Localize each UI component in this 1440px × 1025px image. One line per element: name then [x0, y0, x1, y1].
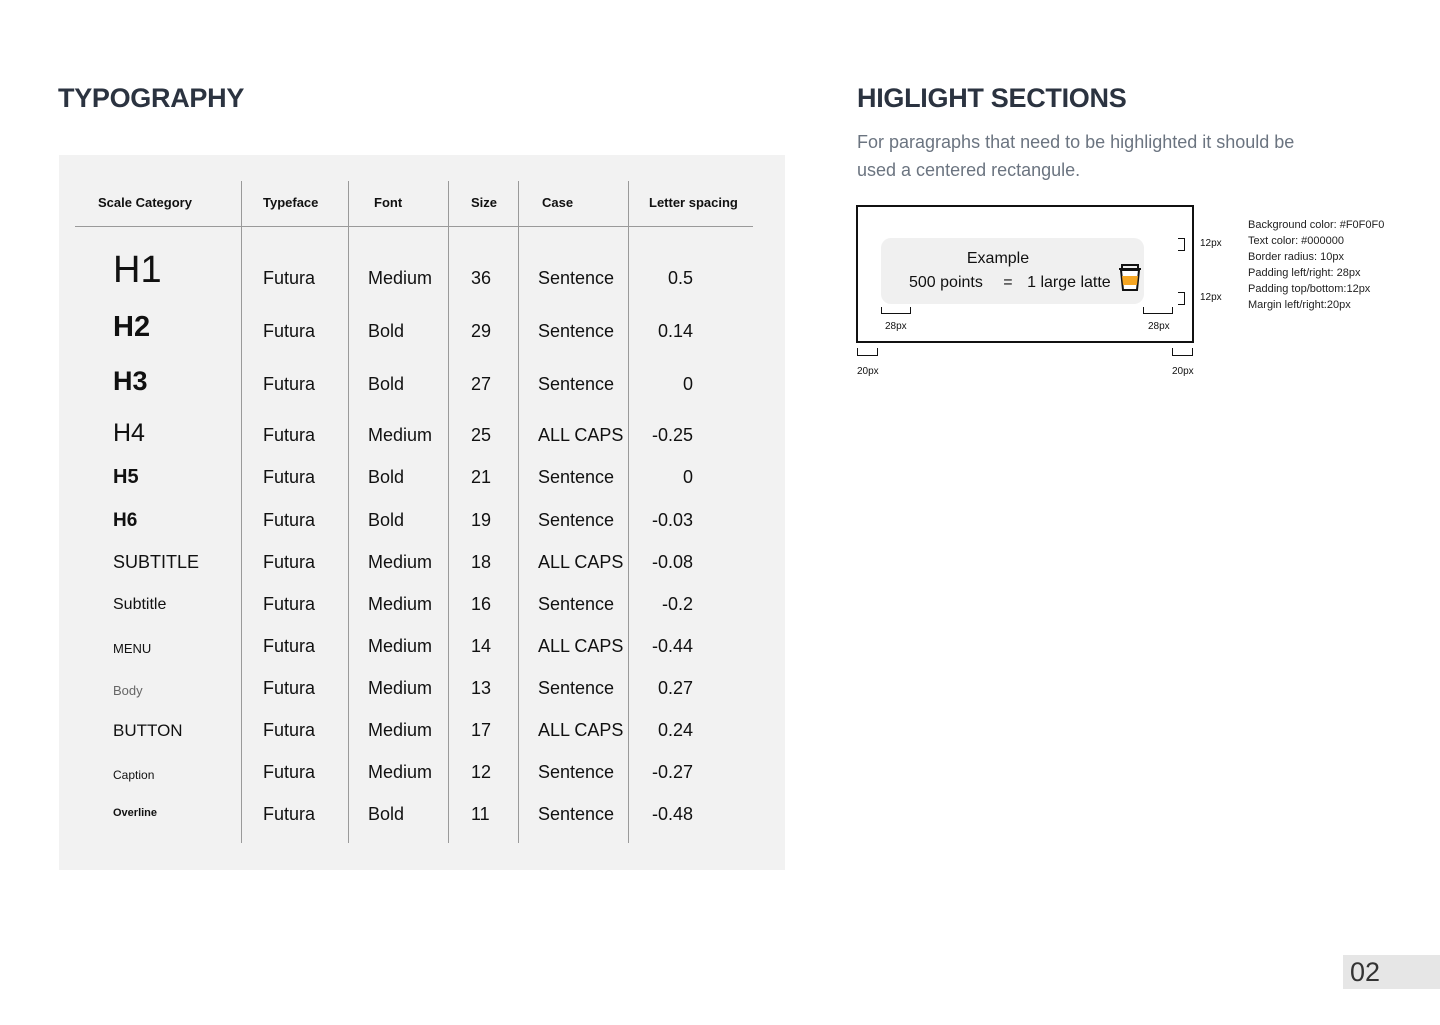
case-cell: ALL CAPS	[538, 720, 624, 740]
sample-menu: MENU	[113, 641, 152, 656]
sample-subtitle: Subtitle	[113, 596, 167, 613]
sample-h4: H4	[113, 419, 145, 447]
typeface-cell: Futura	[263, 762, 316, 782]
font-cell: Medium	[368, 762, 433, 782]
page-number: 02	[1343, 955, 1440, 989]
typeface-cell: Futura	[263, 510, 316, 530]
example-reward-line	[909, 274, 1117, 292]
table-row	[59, 456, 785, 490]
letter-spacing-cell: 0.24	[657, 720, 693, 740]
table-row	[59, 583, 785, 617]
letter-spacing-cell: 0.14	[657, 321, 693, 341]
letter-spacing-cell: -0.27	[651, 762, 693, 782]
size-cell: 18	[471, 552, 492, 572]
letter-spacing-cell: -0.2	[661, 594, 693, 614]
size-cell: 19	[471, 510, 492, 530]
case-cell: ALL CAPS	[538, 552, 624, 572]
font-cell: Bold	[368, 510, 405, 530]
typeface-cell: Futura	[263, 804, 316, 824]
letter-spacing-cell: -0.08	[651, 552, 693, 572]
padding-right-label: 28px	[1148, 321, 1170, 332]
sample-h2: H2	[113, 311, 151, 343]
table-row	[59, 793, 785, 827]
case-cell: ALL CAPS	[538, 636, 624, 656]
size-cell: 11	[471, 804, 490, 824]
sample-h5: H5	[113, 466, 139, 488]
size-cell: 25	[471, 425, 492, 445]
spec-border-radius: Border radius: 10px	[1248, 251, 1344, 263]
font-cell: Medium	[368, 425, 433, 445]
padding-top-bracket	[1178, 238, 1185, 251]
margin-left-bracket	[857, 348, 878, 356]
typeface-cell: Futura	[263, 552, 316, 572]
size-cell: 21	[471, 467, 492, 487]
highlight-box	[881, 238, 1144, 304]
typeface-cell: Futura	[263, 467, 316, 487]
sample-body: Body	[113, 683, 143, 698]
table-row	[59, 541, 785, 575]
letter-spacing-cell: 0.27	[657, 678, 693, 698]
highlight-specs-list	[1248, 217, 1384, 313]
font-cell: Medium	[368, 720, 433, 740]
size-cell: 27	[471, 374, 492, 394]
table-row	[59, 363, 785, 397]
highlight-example-frame	[856, 205, 1194, 343]
letter-spacing-cell: -0.44	[651, 636, 693, 656]
sample-caption: Caption	[113, 768, 155, 782]
spec-padding-top-bottom: Padding top/bottom:12px	[1248, 283, 1371, 295]
padding-top-label: 12px	[1200, 238, 1222, 249]
sample-button: BUTTON	[113, 721, 183, 740]
typeface-cell: Futura	[263, 594, 316, 614]
highlight-description: For paragraphs that need to be highlighted it should be used a centered rectangule.	[857, 132, 1295, 180]
sample-h3: H3	[113, 366, 148, 396]
spec-margin-left-right: Margin left/right:20px	[1248, 299, 1351, 311]
size-cell: 17	[471, 720, 492, 740]
example-title: Example	[966, 250, 1030, 267]
case-cell: Sentence	[538, 762, 615, 782]
padding-left-label: 28px	[885, 321, 907, 332]
letter-spacing-cell: -0.03	[651, 510, 693, 530]
sample-h6: H6	[113, 510, 138, 531]
latte-cup-icon	[1117, 262, 1143, 292]
table-row	[59, 709, 785, 743]
example-equals: =	[1003, 274, 1013, 291]
font-cell: Medium	[368, 552, 433, 572]
header-typeface: Typeface	[263, 195, 319, 210]
font-cell: Medium	[368, 678, 433, 698]
sample-h1: H1	[113, 249, 162, 291]
example-reward: 1 large latte	[1027, 274, 1111, 291]
size-cell: 14	[471, 636, 492, 656]
letter-spacing-cell: -0.48	[651, 804, 693, 824]
typeface-cell: Futura	[263, 678, 316, 698]
header-size: Size	[471, 195, 498, 210]
font-cell: Bold	[368, 804, 405, 824]
typeface-cell: Futura	[263, 425, 316, 445]
case-cell: Sentence	[538, 594, 615, 614]
padding-bottom-label: 12px	[1200, 292, 1222, 303]
sample-overline: Overline	[113, 807, 158, 819]
size-cell: 36	[471, 268, 492, 288]
spec-text-color: Text color: #000000	[1248, 235, 1345, 247]
font-cell: Medium	[368, 268, 433, 288]
font-cell: Bold	[368, 374, 405, 394]
margin-right-bracket	[1172, 348, 1193, 356]
header-divider	[75, 226, 753, 227]
padding-bottom-bracket	[1178, 292, 1185, 305]
header-case: Case	[542, 195, 574, 210]
typeface-cell: Futura	[263, 720, 316, 740]
case-cell: Sentence	[538, 467, 615, 487]
typeface-cell: Futura	[263, 321, 316, 341]
letter-spacing-cell: -0.25	[651, 425, 693, 445]
case-cell: ALL CAPS	[538, 425, 624, 445]
letter-spacing-cell: 0	[682, 374, 693, 394]
typeface-cell: Futura	[263, 268, 316, 288]
font-cell: Bold	[368, 467, 405, 487]
table-row	[59, 667, 785, 701]
margin-left-label: 20px	[857, 366, 879, 377]
font-cell: Bold	[368, 321, 405, 341]
highlight-sections-title: HIGLIGHT SECTIONS	[857, 83, 1127, 113]
typography-table	[59, 155, 785, 870]
size-cell: 12	[471, 762, 492, 782]
header-scale-category: Scale Category	[98, 195, 192, 210]
case-cell: Sentence	[538, 804, 615, 824]
table-row	[59, 751, 785, 785]
letter-spacing-cell: 0	[682, 467, 693, 487]
header-font: Font	[374, 195, 403, 210]
spec-padding-left-right: Padding left/right: 28px	[1248, 267, 1361, 279]
font-cell: Medium	[368, 594, 433, 614]
table-row	[59, 625, 785, 659]
typography-title: TYPOGRAPHY	[58, 83, 245, 113]
typeface-cell: Futura	[263, 636, 316, 656]
typeface-cell: Futura	[263, 374, 316, 394]
letter-spacing-cell: 0.5	[667, 268, 693, 288]
table-row	[59, 249, 785, 291]
padding-right-bracket	[1143, 307, 1173, 314]
size-cell: 29	[471, 321, 492, 341]
example-points: 500 points	[909, 274, 983, 291]
header-letter-spacing: Letter spacing	[649, 195, 738, 210]
case-cell: Sentence	[538, 321, 615, 341]
font-cell: Medium	[368, 636, 433, 656]
sample-subtitle-caps: SUBTITLE	[113, 552, 200, 572]
size-cell: 16	[471, 594, 492, 614]
spec-background-color: Background color: #F0F0F0	[1248, 219, 1385, 231]
padding-left-bracket	[881, 307, 911, 314]
table-row	[59, 310, 785, 344]
case-cell: Sentence	[538, 268, 615, 288]
margin-right-label: 20px	[1172, 366, 1194, 377]
case-cell: Sentence	[538, 374, 615, 394]
size-cell: 13	[471, 678, 492, 698]
case-cell: Sentence	[538, 510, 615, 530]
case-cell: Sentence	[538, 678, 615, 698]
table-row	[59, 414, 785, 448]
table-row	[59, 499, 785, 533]
